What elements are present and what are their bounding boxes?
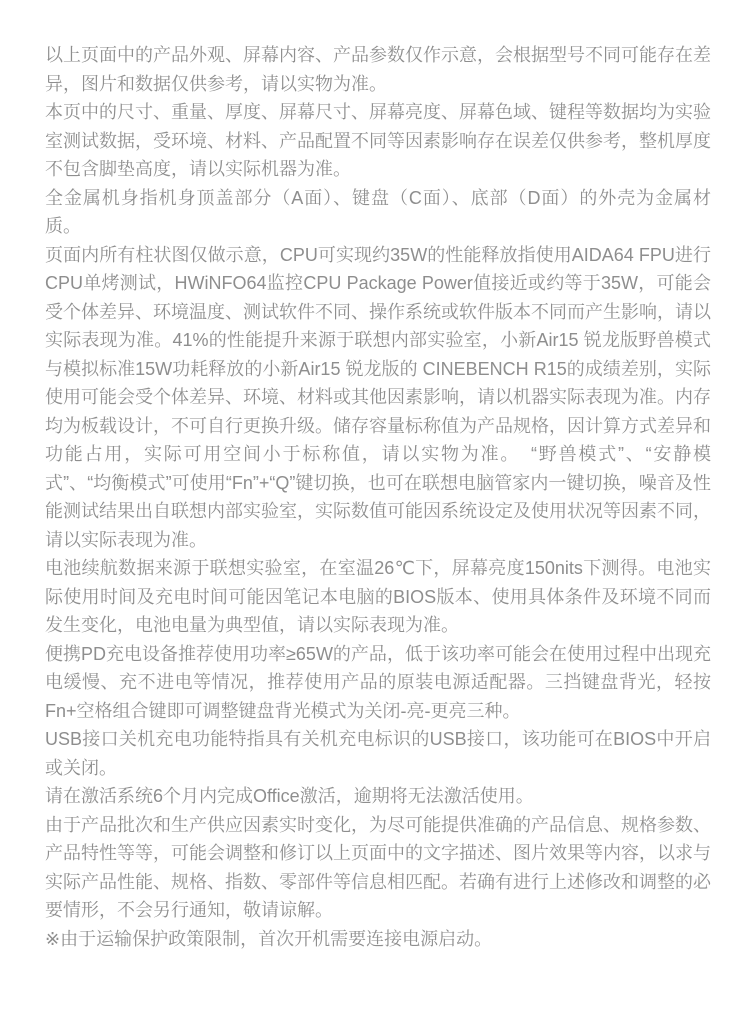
disclaimer-paragraph-pd-charging: 便携PD充电设备推荐使用功率≥65W的产品，低于该功率可能会在使用过程中出现充电缓慢、充不进电等情况，推荐使用产品的原装电源适配器。三挡键盘背光，轻按Fn+空格组合键即可调整键盘背光模式为关闭-亮-更亮三种。 — [45, 643, 711, 721]
disclaimer-paragraph-shipping-protection: ※由于运输保护政策限制，首次开机需要连接电源启动。 — [45, 928, 493, 949]
disclaimer-paragraph-appearance: 以上页面中的产品外观、屏幕内容、产品参数仅作示意，会根据型号不同可能存在差异，图片和数据仅供参考，请以实物为准。 — [45, 45, 711, 94]
disclaimer-paragraph-product-changes: 由于产品批次和生产供应因素实时变化，为尽可能提供准确的产品信息、规格参数、产品特性等等，可能会调整和修订以上页面中的文字描述、图片效果等内容，以求与实际产品性能、规格、指数、零部件等信息相匹配。若确有进行上述修改和调整的必要情形，不会另行通知，敬请谅解。 — [45, 814, 711, 920]
disclaimer-paragraph-measurements: 本页中的尺寸、重量、厚度、屏幕尺寸、屏幕亮度、屏幕色域、键程等数据均为实验室测试数据，受环境、材料、产品配置不同等因素影响存在误差仅供参考，整机厚度不包含脚垫高度，请以实际机器为准。 — [45, 102, 711, 179]
disclaimer-paragraph-battery: 电池续航数据来源于联想实验室，在室温26℃下，屏幕亮度150nits下测得。电池实际使用时间及充电时间可能因笔记本电脑的BIOS版本、使用具体条件及环境不同而发生变化，电池电量为典型值，请以实际表现为准。 — [45, 558, 711, 635]
disclaimer-paragraph-cpu-performance: 页面内所有柱状图仅做示意，CPU可实现约35W的性能释放指使用AIDA64 FPU进行CPU单烤测试，HWiNFO64监控CPU Package Power值接近或约等于35W，可能会受个体差异、环境温度、测试软件不同、操作系统或软件版本不同而产生影响，请以实际表现为准。41%的性能提升来源于联想内部实验室，小新Air15 锐龙版野兽模式与模拟标准15W功耗释放的小新Air15 锐龙版的 CINEBENCH R15的成绩差别，实际使用可能会受个体差异、环境、材料或其他因素影响，请以机器实际表现为准。内存均为板载设计，不可自行更换升级。储存容量标称值为产品规格，因计算方式差异和功能占用，实际可用空间小于标称值，请以实物为准。 “野兽模式”、“安静模式”、“均衡模式”可使用“Fn”+“Q”键切换，也可在联想电脑管家内一键切换，噪音及性能测试结果出自联想内部实验室，实际数值可能因系统设定及使用状况等因素不同，请以实际表现为准。 — [45, 244, 711, 550]
disclaimer-paragraph-metal-body: 全金属机身指机身顶盖部分（A面）、键盘（C面）、底部（D面）的外壳为金属材质。 — [45, 187, 711, 236]
disclaimer-paragraph-usb-charging: USB接口关机充电功能特指具有关机充电标识的USB接口，该功能可在BIOS中开启或关闭。 — [45, 729, 711, 778]
disclaimer-paragraph-office-activation: 请在激活系统6个月内完成Office激活，逾期将无法激活使用。 — [45, 786, 534, 806]
